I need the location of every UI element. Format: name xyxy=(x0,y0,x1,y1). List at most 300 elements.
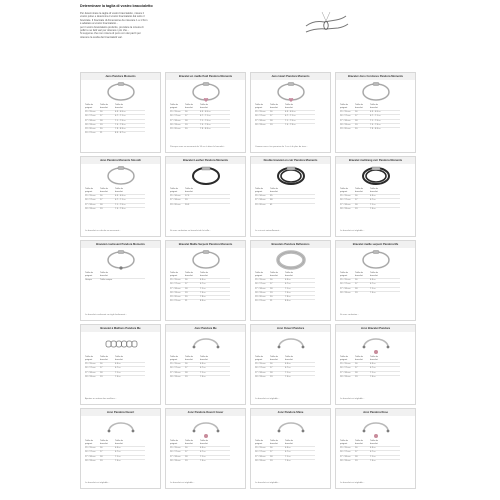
size-table-header-cell: Taille du bracelet xyxy=(185,188,194,193)
size-table-cell: 7.1 - 7.5 in xyxy=(200,119,211,122)
size-table-cell: 16 - 17 cm xyxy=(170,451,181,454)
size-table-cell: 18 - 19 cm xyxy=(340,459,351,462)
bracelet-card xyxy=(165,240,246,321)
size-table-cell: 17 xyxy=(270,283,273,286)
size-table-cell: 8.3 - 8.7 in xyxy=(115,132,126,135)
size-table-cell: 17 xyxy=(100,115,103,118)
bracelet-card xyxy=(165,156,246,237)
size-table xyxy=(340,188,400,214)
size-table-cell: 6.3 in xyxy=(285,447,291,449)
size-table-header-cell: Taille de bracelet xyxy=(200,440,209,445)
size-table-header-cell: Taille de poignet xyxy=(340,356,349,361)
size-table-cell: 17 - 18 cm xyxy=(85,371,96,374)
size-table-cell: 7.5 - 7.9 in xyxy=(200,123,211,126)
size-table-cell: 7.9 in xyxy=(200,296,206,299)
size-table-cell: 17 xyxy=(185,367,188,370)
card-note: Le bracelet est réglable... xyxy=(170,482,195,485)
size-table-row xyxy=(340,375,400,379)
size-table-header-cell: Taille de bracelet xyxy=(370,104,379,109)
size-table-cell: 7.1 in xyxy=(115,371,121,374)
size-table-header-cell: Taille de bracelet xyxy=(285,104,294,109)
size-table-cell: 16 - 17 cm xyxy=(170,115,181,118)
card-note: Le bracelet est réglable... xyxy=(340,398,365,401)
size-table-cell: 16 xyxy=(270,363,273,365)
size-table-header-cell: Taille de poignet xyxy=(170,440,179,445)
size-table-row xyxy=(85,459,145,463)
bracelet-card xyxy=(165,324,246,405)
card-title: Jonc Bracelet Pandora xyxy=(336,325,415,332)
size-table-header-cell: Taille du bracelet xyxy=(355,356,364,361)
size-table-cell: 18 - 19 cm xyxy=(170,459,181,462)
size-table-cell: 18 - 19 cm xyxy=(85,207,96,210)
size-table-header-cell: Taille de poignet xyxy=(170,188,179,193)
card-note: Si vous souhaitez... xyxy=(340,314,359,317)
bracelet-card xyxy=(335,72,416,153)
size-table-cell: 18 - 19 cm xyxy=(340,123,351,126)
size-table-cell: 7.1 in xyxy=(370,287,376,290)
size-table-row xyxy=(85,375,145,379)
card-title: Jeno Heart Pandora Moments xyxy=(251,73,330,80)
size-table-cell: 17 - 18 cm xyxy=(340,287,351,290)
size-table-row xyxy=(255,299,315,303)
size-table-cell: 16 - 17 cm xyxy=(255,367,266,370)
size-table-cell: 18 xyxy=(355,119,358,122)
size-table xyxy=(85,356,145,382)
size-table-cell: 15 - 15 cm xyxy=(170,111,181,113)
intro-line: ottenere la scelta dei braccialetti vari. xyxy=(80,35,123,39)
size-table xyxy=(255,440,315,466)
size-table-cell: 17 - 18 cm xyxy=(340,371,351,374)
bracelet-image xyxy=(358,333,394,355)
size-table-cell: 19 xyxy=(185,459,188,462)
bracelet-card xyxy=(80,240,161,321)
size-table-cell: 8.3 in xyxy=(285,300,291,303)
size-table xyxy=(340,104,400,130)
size-table-cell: 7.5 in xyxy=(370,375,376,378)
size-table-cell: 6.7 in xyxy=(115,451,121,454)
size-table-row xyxy=(340,291,400,295)
size-table-cell: 17 - 18 cm xyxy=(255,287,266,290)
size-table-cell: 18 - 19 cm xyxy=(255,291,266,294)
size-table-cell: 7.1 in xyxy=(200,287,206,290)
size-table-cell: 16 xyxy=(100,447,103,449)
size-table-header-cell: Taille de poignet xyxy=(340,440,349,445)
size-table-cell: 6.3 in xyxy=(370,195,376,197)
bracelet-image xyxy=(358,81,394,103)
size-table-cell: 18 xyxy=(355,455,358,458)
size-table-cell: 15 - 15 cm xyxy=(340,279,351,281)
size-table-cell: 18 xyxy=(355,371,358,374)
size-table-cell: 15 - 15 cm xyxy=(340,111,351,113)
size-table-cell: 16 - 17 cm xyxy=(255,115,266,118)
size-table-cell: 20 - 21 cm xyxy=(85,132,96,135)
card-note: Ajoutez ou retirez des maillons... xyxy=(85,398,117,401)
bracelet-card xyxy=(80,72,161,153)
size-table-cell: 7.1 in xyxy=(285,371,291,374)
card-title: Bracelets Pandora Reflexions xyxy=(251,241,330,248)
size-table-cell: 15 - 15 cm xyxy=(170,279,181,281)
size-table-cell: 15 - 15 cm xyxy=(255,363,266,365)
size-table-cell: 19 xyxy=(100,123,103,126)
size-table-cell: 16 xyxy=(355,447,358,449)
size-table-cell: 17 xyxy=(185,115,188,118)
size-table-cell: 6.7 in xyxy=(285,283,291,286)
size-table-header-cell: Taille de poignet xyxy=(85,356,94,361)
card-note: La bracelet est réglable... xyxy=(255,398,280,401)
size-table-cell: 15 - 15 cm xyxy=(340,195,351,197)
card-title: Bracelet maille serpent Pandora Me xyxy=(336,241,415,248)
size-table-cell: 16 - 17 cm xyxy=(85,115,96,118)
size-table-cell: 18 - 19 cm xyxy=(85,459,96,462)
size-table-header-cell: Taille de bracelet xyxy=(115,104,124,109)
bracelet-card xyxy=(80,324,161,405)
size-table-cell: 16 xyxy=(185,363,188,365)
size-table-row xyxy=(255,123,315,127)
size-table-cell: 6.3 in xyxy=(285,279,291,281)
size-table-cell: 17 xyxy=(355,451,358,454)
size-table-cell: 20 - 21 cm xyxy=(255,300,266,303)
size-table-cell: 20 xyxy=(355,128,358,131)
size-table-cell: 19 xyxy=(355,207,358,210)
size-table-cell: 17 xyxy=(355,283,358,286)
size-table-cell: 16 xyxy=(100,363,103,365)
size-table-header-cell: Taille de poignet xyxy=(340,104,349,109)
size-table-cell: 18 - 19 cm xyxy=(340,291,351,294)
size-table-cell: 18 xyxy=(355,287,358,290)
size-table-row xyxy=(85,131,145,135)
size-table-cell: 17 xyxy=(355,115,358,118)
size-table-cell: 18 xyxy=(185,371,188,374)
size-table-cell: 17 - 18 cm xyxy=(340,455,351,458)
size-table xyxy=(255,272,315,303)
size-table-cell: 19 xyxy=(270,375,273,378)
card-title: Jonc Pandora Shine xyxy=(251,409,330,416)
size-table-header-cell: Taille du bracelet xyxy=(355,440,364,445)
bracelet-image xyxy=(273,333,309,355)
card-note: Le bracelet se calcule en mesurant... xyxy=(85,230,121,233)
bracelet-image xyxy=(358,165,394,187)
bracelet-image xyxy=(188,165,224,187)
size-table-cell: 19 xyxy=(185,123,188,126)
size-table xyxy=(85,440,145,466)
bracelet-size-grid xyxy=(80,72,416,492)
size-table-cell: 18 - 19 cm xyxy=(255,375,266,378)
size-table-cell: 17 - 18 cm xyxy=(170,455,181,458)
bracelet-card xyxy=(250,156,331,237)
card-note: Le bracelet est réglable... xyxy=(340,230,365,233)
bracelet-card xyxy=(80,156,161,237)
size-table-cell: 6.3 - 6.5 in xyxy=(115,195,126,197)
size-table-cell: 16 xyxy=(270,279,273,281)
size-table-cell: 38 xyxy=(270,199,273,202)
bracelet-image xyxy=(188,417,224,439)
size-table-cell: 15 - 15 cm xyxy=(85,447,96,449)
size-table-cell: 18 xyxy=(355,203,358,206)
size-table-cell: 18 xyxy=(185,287,188,290)
size-table-cell: 7.5 - 7.9 in xyxy=(115,207,126,210)
size-table-cell: 6.7 in xyxy=(370,367,376,370)
size-table-cell: 6.3 in xyxy=(115,447,121,449)
size-table-header-cell: Taille de poignet xyxy=(340,272,349,277)
wrist-measure-illustration xyxy=(304,6,350,36)
size-table-row xyxy=(340,127,400,131)
card-title: Bracelet Maille Serpent Pandora Moments xyxy=(166,241,245,248)
size-table-cell: 18 xyxy=(100,119,103,122)
size-table-cell: 7.5 in xyxy=(370,459,376,462)
size-table-cell: 6.3 in xyxy=(370,447,376,449)
bracelet-image xyxy=(188,333,224,355)
size-table-cell: 17 - 18 cm xyxy=(170,199,181,202)
size-table-cell: 19 xyxy=(270,123,273,126)
card-note: Le bracelet est réglable... xyxy=(85,482,110,485)
size-table-cell: 15 - 15 cm xyxy=(340,363,351,365)
size-table xyxy=(170,188,230,214)
size-table xyxy=(255,104,315,130)
size-table-header-cell: Taille de bracelet xyxy=(200,104,209,109)
size-table-cell: 19 xyxy=(185,199,188,202)
size-table-header-cell: Taille du bracelet xyxy=(270,272,279,277)
size-table-cell: 7.1 - 7.5 in xyxy=(115,203,126,206)
size-table-cell: 17 - 18 cm xyxy=(85,203,96,206)
size-table-cell: 7.5 in xyxy=(285,375,291,378)
size-table-header-cell: Taille de poignet xyxy=(255,440,264,445)
size-table-cell: 16 - 17 cm xyxy=(340,451,351,454)
size-table-cell: 7.5 in xyxy=(200,375,206,378)
size-table-header-cell: Taille de poignet xyxy=(170,272,179,277)
size-table-header-cell: Taille de poignet xyxy=(85,440,94,445)
size-table-cell: 19 - 20 cm xyxy=(255,296,266,299)
size-table-cell: 6.7 - 7.1 in xyxy=(115,115,126,118)
size-table-cell: 16 xyxy=(185,111,188,113)
size-table-cell: 41 xyxy=(270,203,273,206)
intro-line: è adattato al vostro braccialetto... xyxy=(80,22,119,26)
size-table-header-cell: Taille de poignet xyxy=(170,356,179,361)
size-table xyxy=(340,356,400,382)
size-table-cell: 7.1 in xyxy=(115,455,121,458)
bracelet-image xyxy=(103,417,139,439)
intro-line: Si suppone che non misura di poco con dei pazzi per xyxy=(80,32,141,36)
size-table xyxy=(85,188,145,214)
bracelet-card xyxy=(165,72,246,153)
size-table-cell: 7.1 in xyxy=(370,203,376,206)
size-table-cell: 15 - 15 cm xyxy=(85,363,96,365)
size-table-cell: 6.7 - 7.1 in xyxy=(285,115,296,118)
size-table-cell: 19 xyxy=(100,207,103,210)
bracelet-card xyxy=(335,156,416,237)
size-table xyxy=(85,104,145,135)
size-table-cell: 7.5 - 7.9 in xyxy=(370,123,381,126)
size-table-cell: 18 - 19 cm xyxy=(340,207,351,210)
size-table-cell: 15 - 15 cm xyxy=(255,279,266,281)
size-table xyxy=(340,272,400,298)
size-table-header-cell: Taille de poignet xyxy=(255,104,264,109)
bracelet-image xyxy=(103,165,139,187)
size-table-cell: 15 - 15 cm xyxy=(340,447,351,449)
size-table-cell: 16 - 17 cm xyxy=(340,283,351,286)
size-table-cell: Unique xyxy=(85,279,92,281)
size-table-header-cell: Taille de poignet xyxy=(255,356,264,361)
bracelet-card xyxy=(335,324,416,405)
card-title: Bracelet en maille fluid Pandora Moments xyxy=(166,73,245,80)
size-table-cell: 17 - 18 cm xyxy=(255,199,266,202)
size-table-header-cell: Taille de bracelet xyxy=(200,356,209,361)
size-table-cell: 17 - 18 cm xyxy=(85,455,96,458)
size-table-cell: 7.5 in xyxy=(285,459,291,462)
card-title: Jeno Pandora Moments Smooth xyxy=(81,157,160,164)
size-table-header-cell: Taille du bracelet xyxy=(185,440,194,445)
size-table-cell: 7.5 - 7.9 in xyxy=(285,123,296,126)
size-table-header-cell: Taille de bracelet xyxy=(115,440,124,445)
size-table-cell: 20.5 xyxy=(185,203,190,206)
size-table-cell: 15 - 15 cm xyxy=(170,363,181,365)
size-table-header-cell: Taille du bracelet xyxy=(185,272,194,277)
size-table-header-cell: Taille du bracelet xyxy=(100,272,109,277)
size-table-header-cell: Taille de bracelet xyxy=(115,356,124,361)
size-table-cell: 18 xyxy=(185,455,188,458)
size-table-row xyxy=(340,207,400,211)
size-table-header-cell: Taille de bracelet xyxy=(115,188,124,193)
size-table-cell: 7.1 - 7.5 in xyxy=(115,119,126,122)
size-table-cell: 20 xyxy=(185,296,188,299)
size-table-cell: 16 - 17 cm xyxy=(85,451,96,454)
size-table-cell: 19 xyxy=(270,459,273,462)
size-table-cell: 15 - 16 cm xyxy=(255,195,266,197)
size-table-header-cell: Taille de bracelet xyxy=(370,356,379,361)
size-table-cell: 6.3 in xyxy=(370,363,376,365)
size-table-cell: 17 - 18 cm xyxy=(340,203,351,206)
size-table xyxy=(170,356,230,382)
size-table-cell: 6.7 in xyxy=(200,367,206,370)
bracelet-image xyxy=(273,81,309,103)
size-table-cell: 6.3 - 6.5 in xyxy=(285,111,296,113)
size-table-cell: 16 - 17 cm xyxy=(340,115,351,118)
size-table-header-cell: Taille de poignet xyxy=(85,272,94,277)
size-table-row xyxy=(85,278,145,282)
size-table-cell: 17 - 18 cm xyxy=(255,371,266,374)
size-table-cell: 17 xyxy=(185,283,188,286)
size-table-row xyxy=(170,299,230,303)
card-note: Puisque vous en mesurant de 16 cm à dans le bracelet... xyxy=(170,146,226,149)
size-table-cell: 15 - 16 cm xyxy=(170,195,181,197)
size-table-cell: 6.7 in xyxy=(370,283,376,286)
size-table-header-cell: Taille du bracelet xyxy=(355,188,364,193)
size-table-cell: 20 xyxy=(270,296,273,299)
size-table-cell: 6.3 in xyxy=(370,279,376,281)
intro-title: Determinare la taglia di vostro braccialetto xyxy=(80,4,153,8)
size-table-cell: Taille unique xyxy=(100,279,113,281)
size-table-cell: 16 xyxy=(355,195,358,197)
card-title: Bracelet coulissant Pandora Moments xyxy=(81,241,160,248)
bracelet-image xyxy=(103,333,139,355)
size-table-cell: 6.3 in xyxy=(285,363,291,365)
size-table-cell: 17 - 18 cm xyxy=(255,119,266,122)
size-table-cell: 17 - 18 cm xyxy=(255,455,266,458)
size-table xyxy=(85,272,145,298)
size-table-cell: 19 - 20 cm xyxy=(170,296,181,299)
size-table-cell: 17 xyxy=(270,115,273,118)
size-table-cell: 7.1 in xyxy=(200,455,206,458)
size-table-row xyxy=(255,375,315,379)
size-table-cell: 6.3 in xyxy=(200,447,206,449)
size-table-cell: 7.1 in xyxy=(370,455,376,458)
size-table-cell: 16 - 17 cm xyxy=(255,283,266,286)
intro-line: per il vostro braccialetto preferito, prendere la misura di xyxy=(80,25,144,29)
size-table xyxy=(170,104,230,130)
card-note: Comme vous n'en pourriez de 1 cm à le plus de tous... xyxy=(255,146,308,149)
size-table-cell: 16 xyxy=(270,447,273,449)
size-table-cell: 17 - 18 cm xyxy=(170,287,181,290)
size-table-header-cell: Taille du bracelet xyxy=(270,188,279,193)
size-table-cell: 6.3 in xyxy=(115,363,121,365)
size-table-cell: 19 xyxy=(100,459,103,462)
size-table-cell: 7.1 in xyxy=(285,455,291,458)
size-table-row xyxy=(170,375,230,379)
size-table-cell: 18 - 19 cm xyxy=(255,123,266,126)
bracelet-image xyxy=(188,249,224,271)
size-table-cell: 7.9 - 8.3 in xyxy=(115,128,126,131)
size-table-cell: 17 xyxy=(355,199,358,202)
size-table-cell: 6.7 - 7.1 in xyxy=(200,115,211,118)
size-table-cell: 17 xyxy=(100,367,103,370)
bracelet-card xyxy=(250,240,331,321)
size-table-cell: 19 xyxy=(355,375,358,378)
size-table-cell: 18 xyxy=(270,371,273,374)
card-title: Bracelet multirang cuir Pandora Moments xyxy=(336,157,415,164)
size-table-cell: 7.5 - 7.9 in xyxy=(115,123,126,126)
card-title: Bracelet à Maillons Pandora Me xyxy=(81,325,160,332)
size-table-cell: 20 - 21 cm xyxy=(170,300,181,303)
size-table-cell: 16 xyxy=(270,111,273,113)
size-table-cell: 7.9 - 8.3 in xyxy=(200,128,211,131)
bracelet-card xyxy=(250,324,331,405)
size-table xyxy=(170,440,230,466)
size-table-cell: 16 - 17 cm xyxy=(340,367,351,370)
size-table-cell: 7.1 in xyxy=(285,287,291,290)
size-table-cell: 18 - 19 cm xyxy=(170,291,181,294)
size-table-cell: 17 - 18 cm xyxy=(170,119,181,122)
bracelet-image xyxy=(358,249,394,271)
size-table-cell: 6.7 in xyxy=(115,367,121,370)
size-table-cell: 16 xyxy=(185,447,188,449)
bracelet-card xyxy=(165,408,246,489)
size-table-cell: 18 xyxy=(270,455,273,458)
bracelet-image xyxy=(103,249,139,271)
size-table-cell: 7.5 in xyxy=(200,291,206,294)
size-table-header-cell: Taille de bracelet xyxy=(200,272,209,277)
size-table-header-cell: Taille du bracelet xyxy=(185,356,194,361)
size-table-cell: 16 xyxy=(355,111,358,113)
size-table-cell: 19 - 20 cm xyxy=(170,128,181,131)
size-table-cell: 7.1 - 7.5 in xyxy=(285,119,296,122)
size-table-cell: 16 - 17 cm xyxy=(170,367,181,370)
size-table-cell: 16 - 17 cm xyxy=(170,283,181,286)
size-table-header-cell: Taille de bracelet xyxy=(370,272,379,277)
size-table-row xyxy=(170,459,230,463)
card-title: Jonc Pandora Ouvert xyxy=(81,409,160,416)
size-table-cell: 7.5 in xyxy=(285,291,291,294)
size-table-cell: 18 xyxy=(270,287,273,290)
size-table-cell: 7.1 - 7.5 in xyxy=(370,119,381,122)
size-table-cell: 7.5 in xyxy=(115,375,121,378)
size-table-cell: 6.7 - 7.1 in xyxy=(115,199,126,202)
bracelet-image xyxy=(358,417,394,439)
size-table-header-cell: Taille de poignet xyxy=(255,272,264,277)
size-table-cell: 7.9 - 8.3 in xyxy=(370,128,381,131)
size-table-row xyxy=(255,459,315,463)
size-table-cell: 17 xyxy=(100,451,103,454)
bracelet-image xyxy=(103,81,139,103)
size-table xyxy=(170,272,230,303)
